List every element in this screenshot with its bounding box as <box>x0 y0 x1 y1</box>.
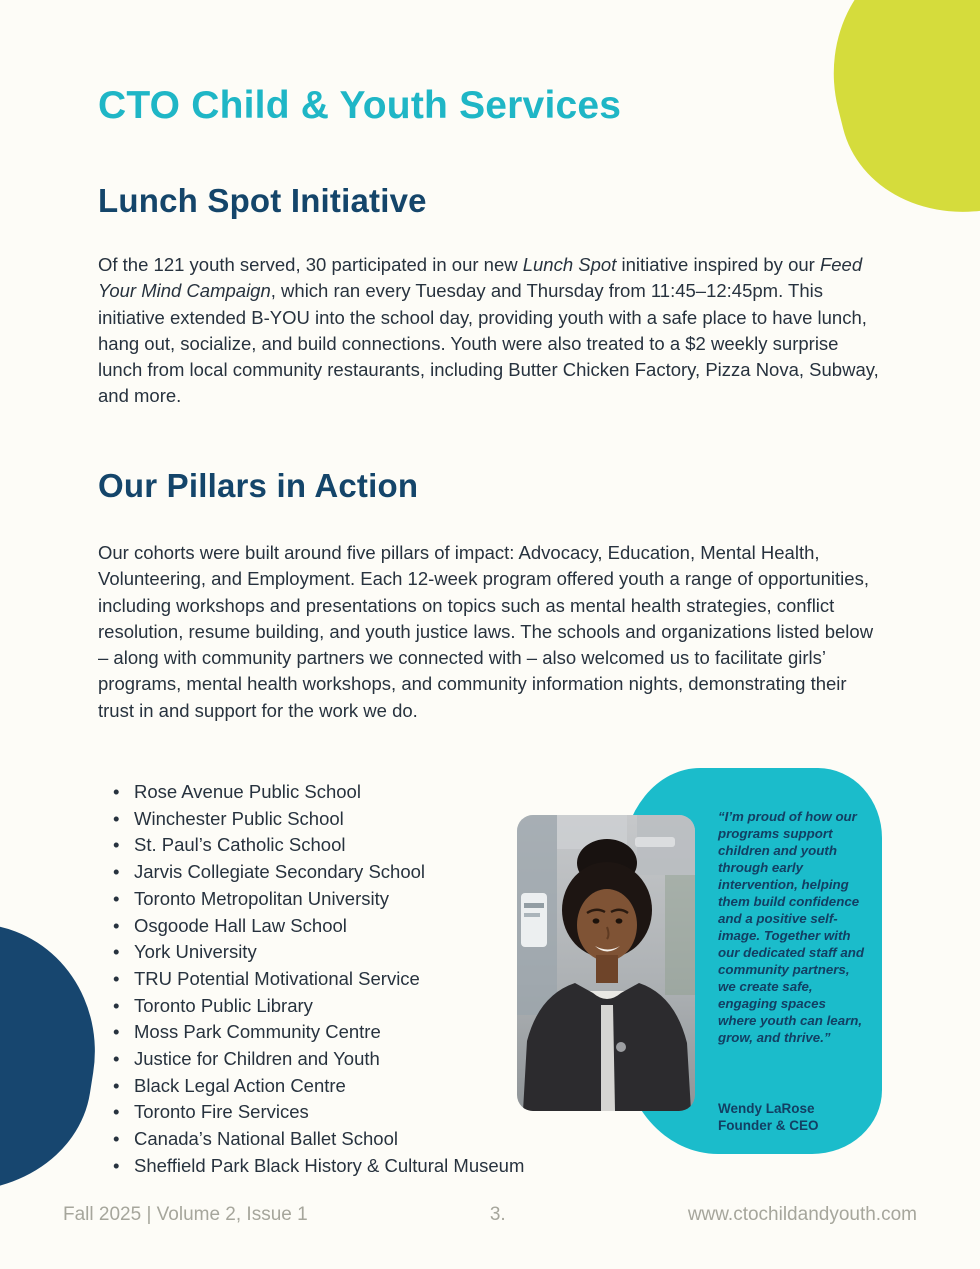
list-item: • TRU Potential Motivational Service <box>98 966 638 993</box>
list-item: • Sheffield Park Black History & Cultural Museum <box>98 1153 638 1180</box>
text-run: Of the 121 youth served, 30 participated in our new <box>98 254 523 275</box>
list-item: • Canada’s National Ballet School <box>98 1126 638 1153</box>
brand-title: CTO Child & Youth Services <box>98 84 622 127</box>
list-item: • Black Legal Action Centre <box>98 1073 638 1100</box>
list-item: • Jarvis Collegiate Secondary School <box>98 859 638 886</box>
lime-blob-decoration <box>805 0 980 239</box>
pillars-paragraph: Our cohorts were built around five pillars of impact: Advocacy, Education, Mental Health, Volunteering, and Employment. Each 12-week program offered youth a range of opportunities, including workshops and presentations on topics such as mental health strategies, conflict resolution, resume building, and youth justice laws. The schools and organizations listed below – along with community partners we connected with – also welcomed us to facilitate girls’ programs, mental health workshops, and community information nights, demonstrating their trust in and support for the work we do. <box>98 542 874 721</box>
list-item: • Toronto Fire Services <box>98 1099 638 1126</box>
list-item: • Toronto Public Library <box>98 993 638 1020</box>
founder-role: Founder & CEO <box>718 1118 819 1133</box>
list-item: • Winchester Public School <box>98 806 638 833</box>
text-run: initiative inspired by our <box>616 254 820 275</box>
list-item: • Rose Avenue Public School <box>98 779 638 806</box>
text-run: , which ran every Tuesday and Thursday from 11:45–12:45pm. This initiative extended B-YOU into the school day, providing youth with a safe place to have lunch, hang out, socialize, and build connections. Youth were also treated to a $2 weekly surprise lunch from local community restaurants, including Butter Chicken Factory, Pizza Nova, Subway, and more. <box>98 280 879 407</box>
founder-attribution <box>718 1100 866 1134</box>
footer-issue: Fall 2025 | Volume 2, Issue 1 <box>63 1204 308 1225</box>
page-footer <box>63 1204 917 1226</box>
pillars-heading: Our Pillars in Action <box>98 467 419 504</box>
founder-name: Wendy LaRose <box>718 1101 815 1116</box>
list-item: • Moss Park Community Centre <box>98 1019 638 1046</box>
list-item: • Osgoode Hall Law School <box>98 913 638 940</box>
navy-blob-decoration <box>0 903 113 1211</box>
footer-page-number: 3. <box>489 1204 506 1225</box>
list-item: • York University <box>98 939 638 966</box>
list-item: • St. Paul’s Catholic School <box>98 832 638 859</box>
lunch-spot-heading: Lunch Spot Initiative <box>98 182 427 219</box>
list-item: • Justice for Children and Youth <box>98 1046 638 1073</box>
founder-photo <box>517 815 695 1111</box>
list-item: • Toronto Metropolitan University <box>98 886 638 913</box>
founder-quote-text: “I’m proud of how our programs support children and youth through early intervention, helping them build confidence and a positive self-image. Together with our dedicated staff and community partners, we create safe, engaging spaces where youth can learn, grow, and thrive.” <box>718 809 865 1045</box>
text-run-italic: Lunch Spot <box>522 254 617 275</box>
footer-website: www.ctochildandyouth.com <box>687 1204 917 1225</box>
text-run-italic: Feed Your Mind Campaign <box>98 254 863 302</box>
lunch-spot-paragraph <box>98 252 882 410</box>
